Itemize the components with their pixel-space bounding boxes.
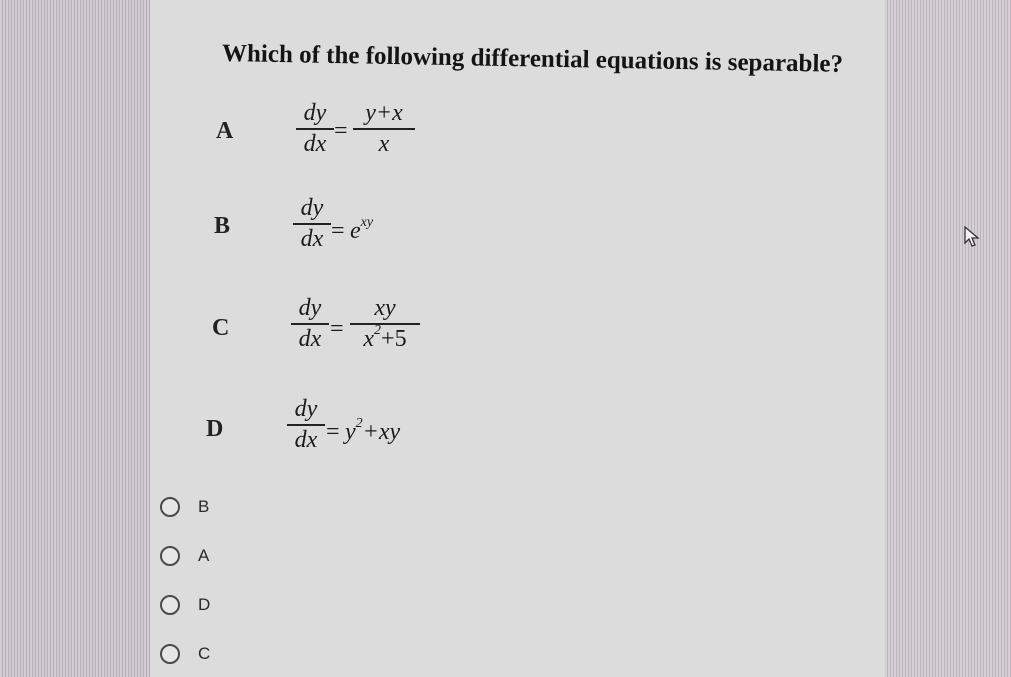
option-d-eq: = bbox=[326, 419, 340, 445]
option-b-letter: B bbox=[214, 213, 231, 239]
option-c-lhs-den: dx bbox=[298, 326, 322, 352]
answer-label: D bbox=[198, 595, 211, 614]
answer-label: B bbox=[198, 497, 210, 516]
option-c-rhs-den-exp: 2 bbox=[374, 323, 382, 338]
answer-label: C bbox=[198, 644, 211, 663]
mouse-pointer-icon bbox=[963, 226, 981, 248]
radio-button[interactable] bbox=[160, 644, 180, 664]
option-d-lhs-num: dy bbox=[294, 396, 318, 422]
option-c-rhs-den-base: x bbox=[363, 326, 375, 352]
option-b-rhs-exp: xy bbox=[360, 215, 374, 230]
option-d-rhs-base: y bbox=[345, 419, 356, 445]
background-left bbox=[0, 0, 150, 677]
radio-button[interactable] bbox=[160, 497, 180, 517]
option-a-eq: = bbox=[334, 118, 348, 144]
radio-button[interactable] bbox=[160, 595, 180, 615]
question-text: Which of the following differential equations is separable? bbox=[221, 40, 844, 78]
option-b-lhs-num: dy bbox=[300, 195, 324, 221]
option-c-rhs-num: xy bbox=[374, 295, 396, 321]
option-a-lhs-num: dy bbox=[303, 100, 327, 126]
answer-label: A bbox=[198, 546, 210, 565]
answer-choice-2[interactable] bbox=[160, 544, 209, 568]
option-c-eq: = bbox=[330, 316, 344, 342]
option-b-lhs-den: dx bbox=[300, 226, 324, 252]
option-d-lhs-den: dx bbox=[294, 427, 318, 453]
option-d-letter: D bbox=[206, 416, 224, 442]
option-d-rhs-rest: +xy bbox=[362, 419, 401, 445]
radio-button[interactable] bbox=[160, 546, 180, 566]
option-b-rhs-base: e bbox=[350, 218, 361, 244]
question-panel bbox=[150, 0, 885, 677]
option-a-rhs-den: x bbox=[378, 131, 390, 157]
option-a-rhs-num: y+x bbox=[365, 100, 403, 126]
option-a-letter: A bbox=[216, 118, 234, 144]
answer-choice-4[interactable] bbox=[160, 642, 210, 666]
option-c-rhs-den-rest: +5 bbox=[381, 326, 407, 352]
option-b-eq: = bbox=[331, 218, 345, 244]
answer-choice-3[interactable] bbox=[160, 593, 210, 617]
option-c-lhs-num: dy bbox=[298, 295, 322, 321]
option-d-rhs-exp: 2 bbox=[355, 416, 363, 431]
background-right bbox=[885, 0, 1011, 677]
option-c-letter: C bbox=[212, 315, 230, 341]
option-a-lhs-den: dx bbox=[303, 131, 327, 157]
answer-choice-1[interactable] bbox=[160, 495, 209, 519]
